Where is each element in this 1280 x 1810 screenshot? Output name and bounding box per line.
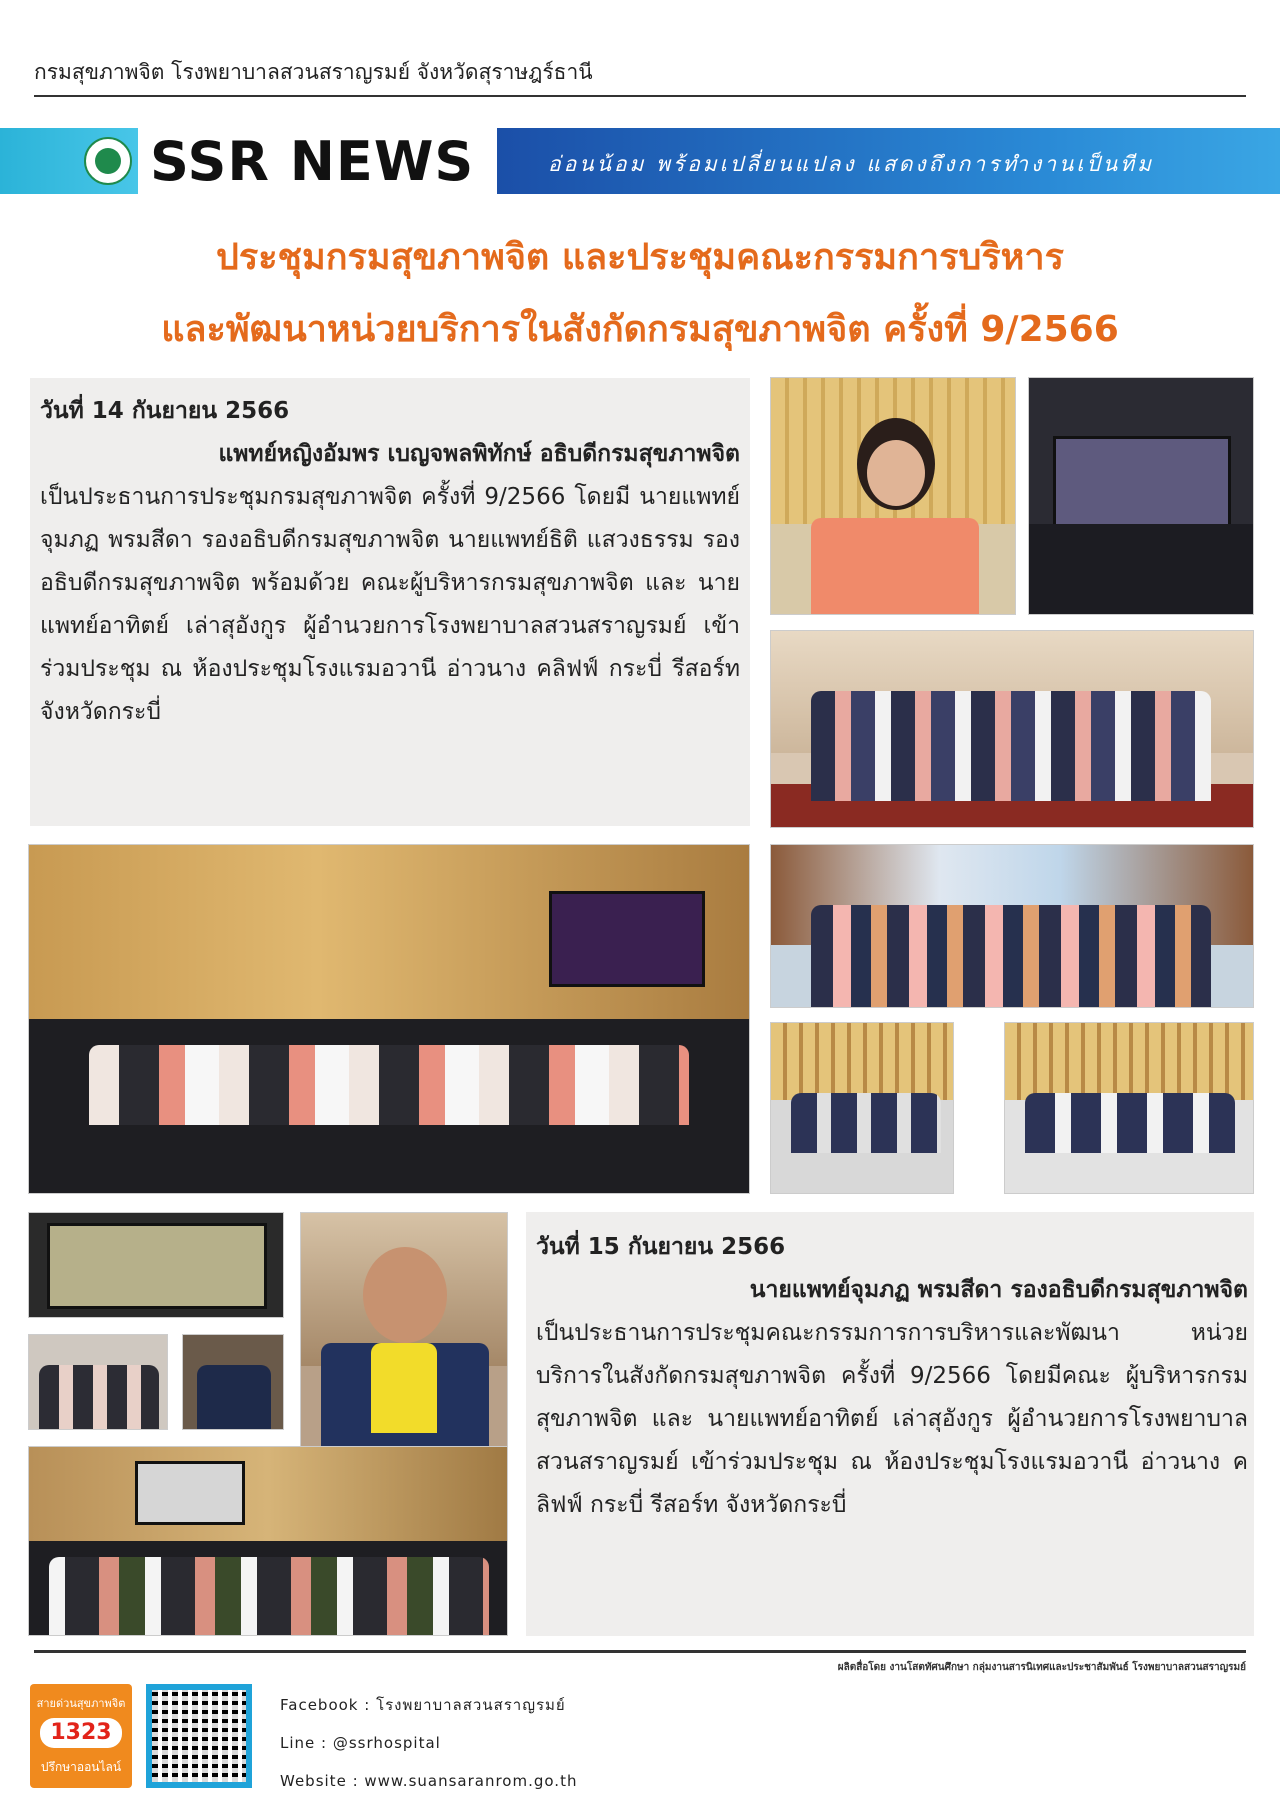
contact-info [280, 1686, 577, 1800]
photo-group-banner [770, 844, 1254, 1008]
section-2-body: เป็นประธานการประชุมคณะกรรมการการบริหารและพัฒนา หน่วยบริการในสังกัดกรมสุขภาพจิต ครั้งที่ 9/2566 โดยมีคณะ ผู้บริหารกรมสุขภาพจิต และ นายแพทย์อาทิตย์ เล่าสุอังกูร ผู้อำนวยการโรงพยาบาลสวนสราญรมย์ เข้าร่วมประชุม ณ ห้องประชุมโรงแรมอวานี อ่าวนาง คลิฟฟ์ กระบี่ รีสอร์ท จังหวัดกระบี่ [536, 1320, 1248, 1518]
photo-group-certificates [770, 630, 1254, 828]
brand-title: SSR NEWS [150, 130, 475, 193]
photo-meeting-table-right [1004, 1022, 1254, 1194]
production-credit: ผลิตสื่อโดย งานโสตทัศนศึกษา กลุ่มงานสารนิเทศและประชาสัมพันธ์ โรงพยาบาลสวนสราญรมย์ [837, 1662, 1246, 1673]
hotline-badge [30, 1684, 132, 1788]
facebook-link[interactable]: Facebook : โรงพยาบาลสวนสราญรมย์ [280, 1696, 566, 1714]
department-logo-icon [84, 137, 132, 185]
section-1-date: วันที่ 14 กันยายน 2566 [40, 398, 290, 424]
photo-video-conference-screen [1028, 377, 1254, 615]
section-1-panel [30, 378, 750, 826]
website-link[interactable]: Website : www.suansaranrom.go.th [280, 1772, 578, 1790]
section-1-body: เป็นประธานการประชุมกรมสุขภาพจิต ครั้งที่ 9/2566 โดยมี นายแพทย์จุมภฏ พรมสีดา รองอธิบดีกรมสุขภาพจิต นายแพทย์ธิติ แสวงธรรม รองอธิบดีกรมสุขภาพจิต พร้อมด้วย คณะผู้บริหารกรมสุขภาพจิต และ นายแพทย์อาทิตย์ เล่าสุอังกูร ผู้อำนวยการโรงพยาบาลสวนสราญรมย์ เข้าร่วมประชุม ณ ห้องประชุมโรงแรมอวานี อ่าวนาง คลิฟฟ์ กระบี่ รีสอร์ท จังหวัดกระบี่ [40, 484, 740, 725]
slogan: อ่อนน้อม พร้อมเปลี่ยนแปลง แสดงถึงการทำงานเป็นทีม [548, 152, 1154, 176]
photo-attendees-small-1 [28, 1334, 168, 1430]
headline-line-1: ประชุมกรมสุขภาพจิต และประชุมคณะกรรมการบริหาร [216, 237, 1064, 278]
section-2-date: วันที่ 15 กันยายน 2566 [536, 1234, 786, 1260]
photo-meeting-room-wide [28, 844, 750, 1194]
section-1-lead: แพทย์หญิงอัมพร เบญจพลพิทักษ์ อธิบดีกรมสุขภาพจิต [218, 441, 740, 467]
bottom-divider [34, 1650, 1246, 1653]
photo-speaker-portrait [770, 377, 1016, 615]
photo-meeting-room-second-day [28, 1446, 508, 1636]
photo-screen-presentation [28, 1212, 284, 1318]
section-2-panel [526, 1212, 1254, 1636]
photo-meeting-table-left [770, 1022, 954, 1194]
masthead-banner [0, 128, 1280, 194]
hotline-title: สายด่วนสุขภาพจิต [36, 1697, 126, 1710]
photo-attendees-small-2 [182, 1334, 284, 1430]
line-link[interactable]: Line : @ssrhospital [280, 1734, 441, 1752]
headline-line-2: และพัฒนาหน่วยบริการในสังกัดกรมสุขภาพจิต ครั้งที่ 9/2566 [161, 309, 1119, 350]
hotline-subtitle: ปรึกษาออนไลน์ [40, 1760, 122, 1774]
photo-speaker-microphone [300, 1212, 508, 1460]
section-2-lead: นายแพทย์จุมภฏ พรมสีดา รองอธิบดีกรมสุขภาพจิต [749, 1277, 1248, 1303]
top-divider [34, 95, 1246, 97]
org-line: กรมสุขภาพจิต โรงพยาบาลสวนสราญรมย์ จังหวัดสุราษฎร์ธานี [34, 60, 593, 84]
hotline-number: 1323 [40, 1718, 122, 1748]
qr-code-icon [146, 1684, 252, 1788]
